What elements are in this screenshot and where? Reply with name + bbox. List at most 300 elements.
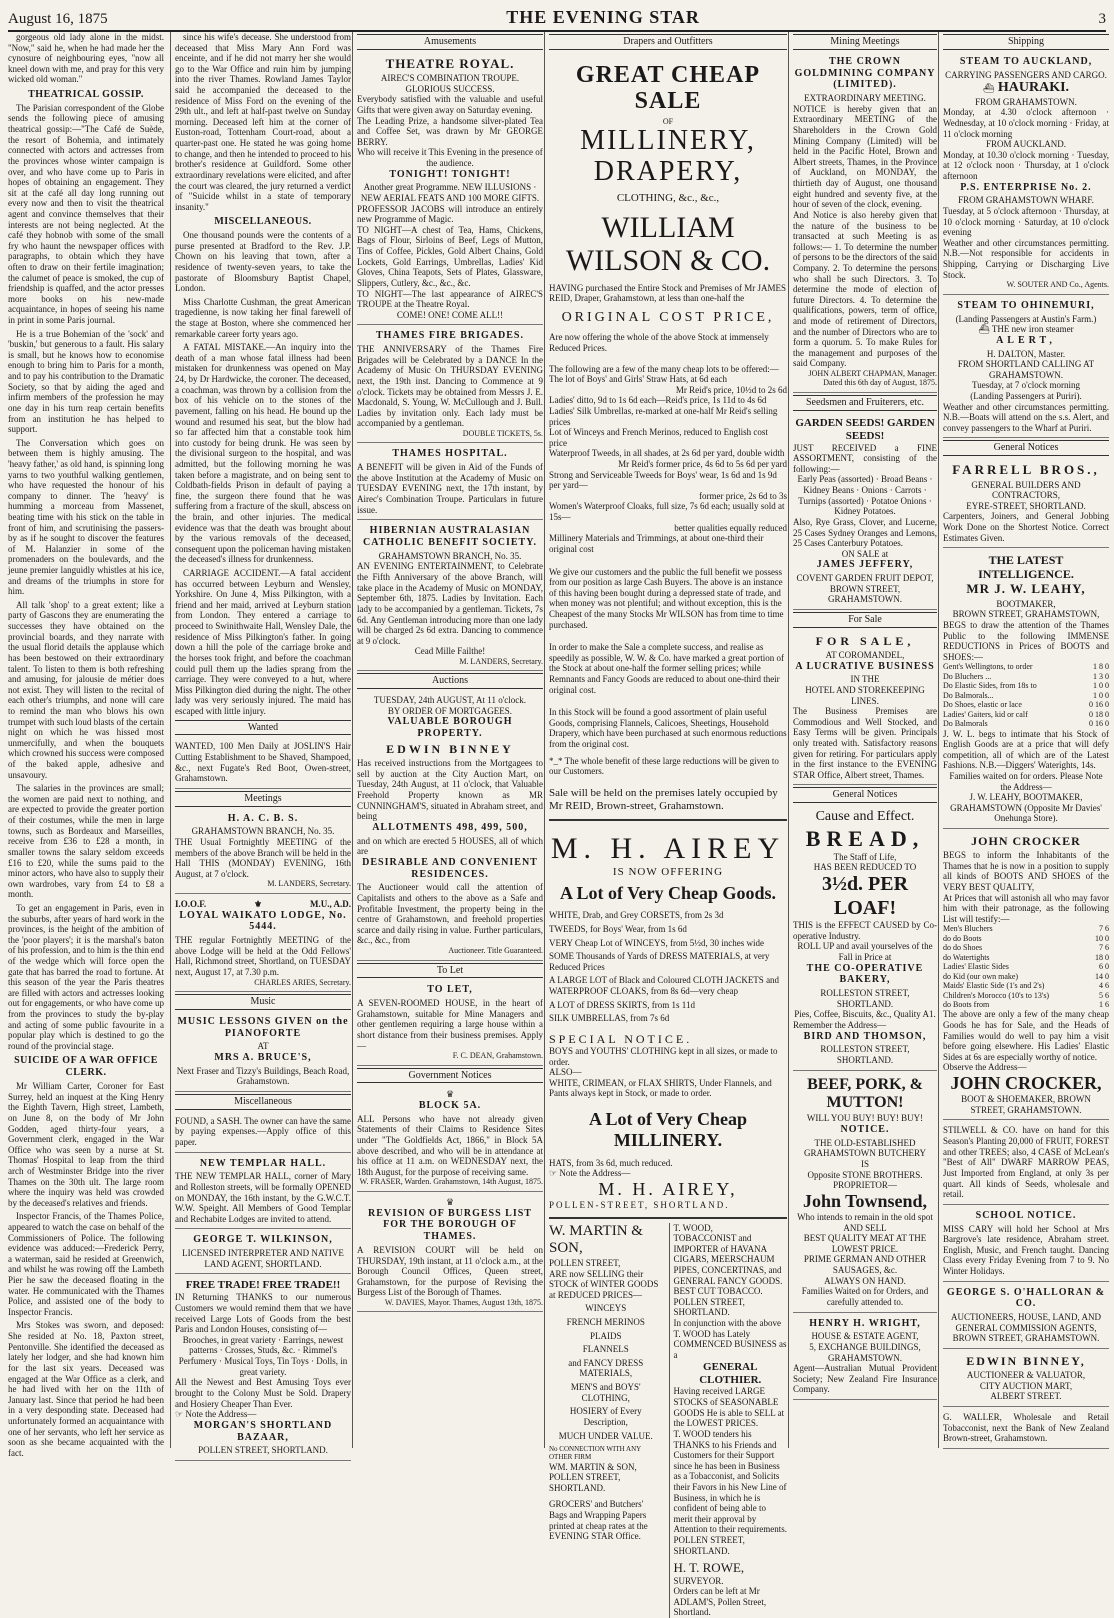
ad-title: FOR SALE, [815, 633, 915, 648]
price-item: Ladies' Gaiters, kid or calf [943, 709, 1028, 719]
ad-text: OF [662, 116, 674, 126]
ad-name: MRS A. BRUCE'S, [214, 1051, 312, 1063]
ad-text: AT [257, 1041, 269, 1052]
ad-body: GROCERS' and Butchers' Bags and Wrapping Papers printed at cheap rates at the EVENING STAR Office. [549, 1499, 648, 1542]
firm-name: M. H. AIREY [550, 831, 786, 865]
ad-list: Early Peas (assorted) · Broad Beans · Kidney Beans · Onions · Carrots · Turnips (assorted) · Potatoe Onions · Kidney Potatoes. [797, 474, 933, 517]
ad-title: NOTICE. [840, 1123, 890, 1135]
ad-headline: A Lot of Very Cheap Goods. [559, 883, 777, 904]
ad-body: NOTICE is hereby given that an Extraordinary MEETING of the Shareholders in the Crown Gold Mining Company (Limited) will be held in the Pacific Hotel, Brown and Albert streets, Thames, in the Province of Auckland, on MONDAY, the thirtieth day of August, one thousand eight hundred and seventy five, at the hour of seven of the clock, evening. [793, 103, 937, 210]
article-paragraph: To get an engagement in Paris, even in the suburbs, after years of hard work in the provinces, is the height of the ambition of the 'poor players'; it is the marshal's baton of his profession, and to him is the thin end of the wedge which will force open the gate that has barred the road to fortune. At this season of the year the Paris theatres are filled with actors and actresses looking out for engagements, or who have come up from the provinces to study the by-play and acting of some public favourite in a popular play which is destined to go the round of the provincial stage. [8, 902, 164, 1051]
wright-ad [793, 1315, 937, 1400]
column-6 [938, 32, 1113, 1448]
ad-subtitle: FROM GRAHAMSTOWN WHARF. [958, 195, 1094, 206]
ship-name: ALERT, [996, 334, 1056, 346]
auctioneer-name: EDWIN BINNEY [386, 742, 514, 757]
price-item: Men's Bluchers [943, 924, 993, 934]
ad-text: ALSO— [549, 1067, 582, 1078]
price-row [943, 991, 1109, 1000]
ad-motto: Cead Mille Failthe! [414, 646, 486, 657]
price-value: 1 3 0 [1093, 671, 1109, 681]
section-header-general: General Notices [793, 787, 937, 803]
ad-body: ALL Persons who have not already given Statements of their Claims to Residence Sites under "The Goldfields Act, 1866," in Block 5A above described, and who will be in attendance at his office at 11 a.m. on WEDNESDAY next, the 18th August, for the purpose of receiving same. [357, 1113, 543, 1177]
ad-subtitle: AUCTIONEERS, HOUSE, LAND, AND GENERAL COMMISSION AGENTS, [951, 1312, 1101, 1333]
price-item: Do Bluchers ... [943, 671, 992, 681]
ad-body: Monday, at 4.30 o'clock afternoon · Wednesday, at 10 o'clock morning · Friday, at 11 o'clock morning [943, 107, 1109, 139]
ad-body: In conjunction with the above T. WOOD has Lately COMMENCED BUSINESS as a [673, 1318, 787, 1360]
lot-text: The lot of Boys' and Girls' Straw Hats, at 6d each [549, 374, 727, 385]
ad-headline: ORIGINAL COST PRICE, [561, 309, 775, 325]
article-paragraph: The Parisian correspondent of the Globe sends the following piece of amusing theatrical gossip:—"The Café de Suède, the resort of Bohemia, and intimately connected with actors and actresses from the provinces whose winter campaign is over, and who have come up to Paris in hopes of obtaining an engagement. They sit at the café all day long running out every now and then to visit the theatrical agent and convince themselves that their interests are not being neglected. At the café they hobnob with some of the small fry who haunt the newspaper offices with paragraphs, to obtain which they have often to draw on their fertile imagination; the calumet of peace is smoked, the cup of friendship is quaffed, and the actor presses more books on his new-made acquaintance, in hopes of seeing his name in print in some Paris journal. [8, 102, 164, 326]
sale-lot-line [549, 374, 787, 385]
article-paragraph: A FATAL MISTAKE.—An inquiry into the death of a man whose fatal illness had been mistaken for drunkenness was opened on May 24, by Dr Hardwicke, the coroner. The deceased, a coachman, was thrown by a collision from the box of his vehicle on to the stones of the pavement, falling on his head. He bound up the wound and resumed his seat, but the blow had so far affected him that a constable took him into custody for being drunk. He was seen by the divisional surgeon to the hospital, and was admitted, but the following morning he was taken before a magistrate, and on being sent to Coldbath-fields Prison in default of paying a fine, the surgeon there found that he was suffering from a fracture of the skull, abscess on the brain, and other injuries. The medical evidence was that the death was brought about by the various removals of the deceased, consequent upon the policeman having mistaken the deceased's illness for drunkenness. [175, 342, 352, 565]
ad-subtitle: GRAHAMSTOWN BRANCH, No. 35. [191, 826, 335, 837]
airey-ad [549, 831, 787, 1219]
price-item: do Boots from [943, 999, 990, 1009]
music-lessons-ad [175, 1013, 351, 1092]
firm-name: WILLIAM WILSON & CO. [565, 210, 771, 277]
section-header-music: Music [175, 994, 351, 1010]
ad-address: POLLEN STREET, SHORTLAND. [198, 1445, 328, 1456]
price-value: 1 6 [1099, 999, 1109, 1009]
column-5 [788, 32, 941, 1448]
ad-subtitle: HOUSE & ESTATE AGENT, [811, 1331, 919, 1342]
ship-name: HAURAKI. [997, 80, 1070, 96]
airey-item: A LARGE LOT of Black and Coloured CLOTH JACKETS and WATERPROOF CLOAKS, from 8s 6d—very cheap [549, 975, 780, 997]
ad-headline: A LUCRATIVE BUSINESS [795, 660, 935, 672]
section-header-seedsmen: Seedsmen and Fruiterers, etc. [793, 395, 937, 411]
ad-title: MUSIC LESSONS GIVEN on the PIANOFORTE [177, 1015, 349, 1039]
sale-lot-line [549, 459, 787, 470]
section-header-misc: Miscellaneous [175, 1094, 351, 1110]
ad-title: GEORGE T. WILKINSON, [193, 1234, 333, 1246]
wanted-ad [175, 738, 351, 788]
ad-headline: GENERAL CLOTHIER. [699, 1360, 762, 1386]
price-row [943, 691, 1109, 700]
ad-subtitle: (Landing Passengers at Austin's Farm.) [955, 313, 1097, 324]
ad-body: *_* The whole benefit of these large reductions will be given to our Customers. [549, 755, 779, 777]
farrell-bros-ad [943, 459, 1109, 548]
price-row [943, 1000, 1109, 1009]
wilkinson-ad [175, 1231, 351, 1274]
price-row [943, 662, 1109, 671]
ad-body: FOUND, a SASH. The owner can have the same by paying expenses.—Apply office of this paper. [175, 1115, 351, 1147]
page-number: 3 [1098, 11, 1106, 27]
section-header-meetings: Meetings [175, 791, 351, 807]
ad-subtitle: SURVEYOR. [673, 1575, 724, 1586]
article-paragraph: All talk 'shop' to a great extent; like a party of Gascons they are enumerating the successes they have obtained on the provincial boards, and they narrate with the usual florid details the applause which has been bestowed on their extraordinary talent. To listen to them is both refreshing and amusing, for jalousie de métier does not exist. They will listen to the recital of each other's triumphs, and none will care to remind the man who blows his own trumpet with such loud blasts of the certain night on which he was hissed most unmercifully, and when the bouquets which crowned his success were composed of the baked apple, adhesive and unsavoury. [8, 599, 164, 780]
price-item: Ladies' Elastic Sides [943, 962, 1009, 972]
ad-text: IS [860, 1158, 869, 1169]
ad-address: EYRE-STREET, SHORTLAND. [966, 500, 1086, 511]
firm-name: W. MARTIN & SON, [549, 1222, 643, 1257]
revision-notice-ad [357, 1194, 543, 1312]
newspaper-title: THE EVENING STAR [506, 7, 700, 27]
ad-body: THIS is the EFFECT CAUSED by Co-operative Industry. [793, 920, 937, 941]
great-cheap-sale-ad [549, 62, 787, 821]
firm-name: John Townsend, [802, 1190, 928, 1211]
ad-address: POLLEN STREET, [549, 1257, 621, 1268]
lot-text: Ladies' ditto, 9d to 1s 6d each—Reid's price, 1s 11d to 4s 6d [549, 395, 767, 406]
leahy-price-list [943, 662, 1109, 728]
ad-text: Note the Address— [185, 1409, 257, 1420]
column-4-drapers [544, 32, 791, 1618]
ad-body: BOYS and YOUTHS' CLOTHING kept in all sizes, or made to order. [549, 1046, 778, 1067]
martin-goods-list [549, 1303, 663, 1441]
ad-title: BLOCK 5A. [418, 1100, 482, 1112]
ad-body: WANTED, 100 Men Daily at JOSLIN'S Hair Cutting Establishment to be Shaved, Shampoed, &c., next Fugate's Red Boot, Owen-street, Grahamstown. [175, 741, 351, 784]
section-header-auctions: Auctions [357, 673, 543, 689]
ad-title: STEAM TO OHINEMURI, [957, 299, 1095, 311]
price-row [943, 943, 1109, 952]
column-2 [170, 32, 355, 1456]
martin-goods-item: MUCH UNDER VALUE. [558, 1430, 653, 1441]
ad-address: COVENT GARDEN FRUIT DEPOT, BROWN STREET, GRAHAMSTOWN. [796, 573, 934, 605]
ad-title: STEAM TO AUCKLAND, [959, 55, 1093, 67]
sale-lot-line [549, 406, 787, 427]
ad-headline: MILLINERY, DRAPERY, [580, 125, 756, 187]
price-item: do Watertights [943, 952, 990, 962]
templar-hall-ad [175, 1155, 351, 1230]
price-value: 7 6 [1099, 924, 1109, 934]
ad-title: REVISION OF BURGESS LIST FOR THE BOROUGH OF THAMES. [368, 1207, 532, 1243]
ad-text: IS NOW OFFERING [612, 866, 724, 879]
ad-body: Orders can be left at Mr ADLAM'S, Pollen Street, Shortland. [673, 1586, 767, 1618]
bread-price: 3½d. PER LOAF! [821, 872, 909, 919]
steam-ohinemuri-ad [943, 297, 1109, 439]
ad-text: No CONNECTION WITH ANY OTHER FIRM [549, 1445, 641, 1462]
ad-body: THE NEW TEMPLAR HALL, corner of Mary and Rolleston streets, will be formally OPENED on MONDAY, the 16th instant, by the G.W.C.T. W.W. Speight. All Members of Good Templar and Rechabite Lodges are invited to attend. [175, 1171, 351, 1224]
found-ad [175, 1113, 351, 1153]
ad-body: All the Newest and Best Amusing Toys ever brought to the Colony Must be Sold. Drapery and Hosiery Cheaper Than Ever. [175, 1377, 351, 1409]
ad-body: Are now offering the whole of the above Stock at immensely Reduced Prices. [549, 332, 769, 353]
ad-body: STILWELL & CO. have on hand for this Season's Planting 20,000 of FRUIT, FOREST and other TREES; also, 4 CASE of McLean's "Best of All" DWARF MARROW PEAS, Just Imported from England, at only 3s per quart. All kinds of Seeds, wholesale and retail. [943, 1125, 1109, 1200]
price-value: 14 0 [1095, 971, 1109, 981]
bread-ad [793, 806, 937, 1070]
ad-signature: DOUBLE TICKETS, 5s. [462, 429, 543, 438]
to-let-ad [357, 981, 543, 1065]
ship-name: P.S. ENTERPRISE No. 2. [960, 181, 1092, 193]
ad-subtitle: EXTRAORDINARY MEETING. [804, 93, 926, 104]
ad-signature: W. DAVIES, Mayor. Thames, August 13th, 1875. [384, 1297, 543, 1307]
oddfellows-ad [175, 896, 351, 992]
ad-address: ROLLESTON STREET, SHORTLAND. [820, 1044, 910, 1065]
ad-body: BEST QUALITY MEAT AT THE LOWEST PRICE. [803, 1233, 927, 1254]
sale-lot-line [549, 385, 787, 396]
ad-highlight: DESIRABLE AND CONVENIENT RESIDENCES. [362, 856, 538, 880]
section-header-to-let: To Let [357, 963, 543, 979]
article-heading: SUICIDE OF A WAR OFFICE CLERK. [14, 1055, 158, 1079]
emblem-icon: ⚜ [254, 898, 263, 909]
school-notice-ad [943, 1207, 1109, 1282]
steam-auckland-ad [943, 53, 1109, 295]
ad-subtitle: GENERAL BUILDERS AND CONTRACTORS, [971, 479, 1081, 501]
ad-headline: BREAD, [805, 825, 925, 851]
airey-item: SOME Thousands of Yards of DRESS MATERIALS, at very Reduced Prices [549, 951, 770, 972]
ad-text: H. DALTON, Master. [986, 348, 1066, 359]
section-header-for-sale: For Sale [793, 612, 937, 628]
ad-text: Note the Address— [559, 1168, 631, 1179]
ad-text: ALWAYS ON HAND. [824, 1275, 906, 1286]
muad-label: M.U., A.D. [309, 898, 351, 909]
price-row [943, 972, 1109, 981]
ad-title: Cause and Effect. [815, 809, 915, 825]
price-row [943, 719, 1109, 728]
sale-lot-line [549, 470, 787, 491]
ad-title: FREE TRADE! FREE TRADE!! [185, 1279, 341, 1292]
ad-firm: MORGAN'S SHORTLAND BAZAAR, [193, 1419, 333, 1443]
airey-item: WHITE, Drab, and Grey CORSETS, from 2s 3d [549, 910, 724, 921]
martin-goods-item: MEN'S and BOYS' CLOTHING, [570, 1382, 641, 1403]
binney-ad [943, 1351, 1109, 1407]
ad-body: HATS, from 3s 6d, much reduced. [549, 1157, 673, 1168]
crest-icon: ♛ [445, 1089, 455, 1100]
ad-body: ARE now SELLING their STOCK of WINTER GOODS at REDUCED PRICES— [549, 1268, 659, 1300]
airey-item: SILK UMBRELLAS, from 7s 6d [549, 1013, 670, 1024]
ad-body: THE Usual Fortnightly MEETING of the members of the above Branch will be held in the Hall THIS (MONDAY) EVENING, 16th August, at 7 o'clock. [175, 837, 351, 879]
martin-goods-item: and FANCY DRESS MATERIALS, [568, 1357, 644, 1379]
waller-ad [943, 1409, 1109, 1449]
firm-name: T. WOOD, [673, 1222, 713, 1233]
lot-text: Ladies' Silk Umbrellas, re-marked at one-half Mr Reid's selling prices [549, 405, 778, 427]
ad-body: The above are only a few of the many cheap Goods he has for Sale, and the Heads of Families would do well to pay him a visit before going elsewhere. His Ladies' Elastic Sides at 6s are especially worthy of notice. [943, 1009, 1109, 1062]
government-notice-ad [357, 1086, 543, 1192]
bottom-ads-row [549, 1223, 787, 1618]
ad-text: CLOTHING, &c., &c., [616, 191, 720, 204]
pointing-hand-icon: ☞ Note the Address— [175, 1409, 257, 1420]
martin-goods-item: WINCEYS [585, 1303, 627, 1314]
ad-body: Who will receive it This Evening in the presence of the audience. [357, 147, 543, 168]
price-value: 7 6 [1099, 943, 1109, 953]
ad-body: G. WALLER, Wholesale and Retail Tobacconist, next the Bank of New Zealand Brown-street, Grahamstown. [943, 1412, 1109, 1444]
ad-signature: JOHN ALBERT CHAPMAN, Manager. Dated this 6th day of August, 1875. [808, 369, 937, 388]
ad-body: WHITE, CRIMEAN, or FLAX SHIRTS, Under Flannels, and Pants always kept in Stock, or made to order. [549, 1077, 772, 1099]
ad-body: Tuesday, at 7 o'clock morning [972, 380, 1080, 391]
ad-body: We give our customers and the public the full benefit we possess from our position as large Cash Buyers. The above is an instance of this having been bought during a depressed state of trade, and when money was not plentiful; and without exception, this is the Cheapest of the many Stocks Mr WILSON has from time to time purchased. [549, 566, 784, 630]
ad-title: TONIGHT! TONIGHT! [389, 168, 511, 180]
sale-lot-line [549, 491, 787, 502]
martin-goods-item: HOSIERY of Every Description, [569, 1406, 642, 1427]
crown-goldmining-ad [793, 53, 937, 393]
hacbs-meeting-ad [175, 810, 351, 894]
martin-goods-item: FRENCH MERINOS [566, 1317, 645, 1328]
masthead [8, 2, 1106, 32]
ad-text: HOTEL AND STOREKEEPING LINES. [805, 684, 925, 706]
wood-ad [669, 1223, 788, 1618]
price-row [943, 710, 1109, 719]
sale-lot-line [549, 448, 787, 459]
ad-body: THE ANNIVERSARY of the Thames Fire Brigades will be Celebrated by a DANCE In the Academy of Music On THURSDAY EVENING next, the 19th inst. Dancing to Commence at 9 o'clock. Tickets may be obtained from Messrs J. E. Macdonald, S. Young, W. McCullough and J. Bull. Ladies by invitation only. Each lady must be accompanied by a gentleman. [357, 344, 543, 429]
ad-address: Next Fraser and Tizzy's Buildings, Beach Road, Grahamstown. [176, 1065, 350, 1087]
lot-price: former price, 2s 6d to 3s [699, 490, 787, 501]
ad-title: THEATRE ROYAL. [385, 55, 515, 71]
ad-body: JUST RECEIVED a FINE ASSORTMENT, consisting of the following:— [793, 442, 937, 474]
price-value: 4 6 [1099, 981, 1109, 991]
ad-body: IN Returning THANKS to our numerous Customers we would remind them that we have received Large Lots of Goods from the best Paris and London Houses, consisting of— [175, 1292, 351, 1335]
ad-body: And Notice is also hereby given that the nature of the business to be transacted at such Meeting is as follows:— 1. To determine the number of persons to be the directors of the said Company. 2. To determine the persons who shall be such Directors. 3. To determine the mode of election of future Directors. 4. To determine the qualifications, powers, term of office, and mode of retirement of Directors, and the number of Directors who are to form a quorum. 5. To make Rules for the management and purposes of the said Company. [793, 209, 937, 369]
ad-subtitle: AIREC'S COMBINATION TROUPE. [380, 73, 520, 84]
article-paragraph: He is a true Bohemian of the 'sock' and 'buskin,' but generous to a fault. His salary is small, but he knows how to economise enough to bring him to Paris for a month, and to pay his contribution to the Dramatic Society, so that by aiding the aged and infirm members of the profession he may one day in his turn reap certain benefits from an institution he has helped to support. [8, 328, 164, 435]
ad-title: GARDEN SEEDS! GARDEN SEEDS! [795, 416, 935, 442]
article-paragraph: CARRIAGE ACCIDENT.—A fatal accident has occurred between Leyburn and Wensley, Yorkshire. On June 4, Miss Pilkington, with a friend and her maid, arrived at Leyburn station from London. They entered a carriage to proceed to Swinithwaite Hall, Wensley Dale, the residence of Miss Pilkington's father. In going down a hill the pole of the carriage broke and the horses took fright, and before the coachman could pull them up the ladies sprang from the carriage. They were conveyed to a hut, where Miss Pilkington died during the night. The other lady was very seriously injured. The maid has escaped with little injury. [175, 568, 351, 716]
ad-subtitle: FROM SHORTLAND CALLING AT GRAHAMSTOWN. [957, 359, 1095, 380]
ad-body: Who intends to remain in the old spot AND SELL [797, 1212, 933, 1233]
firm-name: HENRY H. WRIGHT, [809, 1317, 921, 1329]
firm-name: MR J. W. LEAHY, [966, 581, 1086, 597]
price-item: Do Elastic Sides, from 18s to [943, 681, 1037, 691]
ad-body: At Prices that will astonish all who may favor him with their patronage, as the following List will testify:— [943, 892, 1109, 924]
ad-body: The Auctioneer would call the attention of Capitalists and others to the above as a Safe and Profitable Investment, the property being in the centre of Grahamstown, and freehold properties scarce and daily rising in value. Further particulars, &c., &c., from [357, 882, 543, 946]
ad-subtitle: BY ORDER OF MORTGAGEES. [387, 705, 513, 716]
price-value: 1 0 0 [1093, 681, 1109, 691]
ad-body: Having received LARGE STOCKS of SEASONABLE GOODS He is able to SELL at the LOWEST PRICES. [673, 1386, 785, 1429]
price-item: Do Balmorals [943, 719, 988, 729]
ad-subtitle: GRAHAMSTOWN BRANCH, No. 35. [378, 550, 522, 561]
price-row [943, 953, 1109, 962]
ad-subtitle: FROM GRAHAMSTOWN. [975, 96, 1077, 107]
article-paragraph: The Conversation which goes on between them is highly amusing. The 'heavy father,' as old hand, is spinning long yarns to two youthful walking gentlemen, who have requested the honour of his company to dinner. The 'heavy' is humming a morceau from Massenet, beating time with his stick on the table in front of him, and scrutinising the passers-by as if he sought to discover the features of M. Halanzier in some of the promenaders on the boulevards, and the jeune premier languidly whistles at his ice, and dreams of the triumphs in store for him. [8, 437, 164, 597]
ad-address: 5, EXCHANGE BUILDINGS, GRAHAMSTOWN. [809, 1341, 921, 1363]
ad-title: HIBERNIAN AUSTRALASIAN CATHOLIC BENEFIT SOCIETY. [362, 525, 538, 549]
ad-headline: BEEF, PORK, & MUTTON! [807, 1075, 923, 1112]
ad-text: THE new iron steamer [991, 324, 1074, 335]
firm-name: JOHN CROCKER, [950, 1073, 1102, 1094]
price-item: do do Shoes [943, 943, 983, 953]
article-heading: MISCELLANEOUS. [214, 216, 312, 228]
ad-body: TO NIGHT—The last appearance of AIREC'S TROUPE at the Theatre Royal. [357, 288, 543, 310]
ship-icon: ⛴ [982, 83, 995, 94]
hibernian-ad [357, 522, 543, 671]
ad-body: PRIME GERMAN AND OTHER SAUSAGES, &c. [803, 1254, 927, 1276]
article-paragraph: gorgeous old lady alone in the midst. "Now," said he, when he had made her the cynosure of neighbouring eyes, "now all kneel down with me, and pray for this very wicked old woman." [8, 32, 164, 85]
ad-body: HAVING purchased the Entire Stock and Premises of Mr JAMES REID, Draper, Grahamstown, at less than one-half the [549, 282, 787, 304]
ad-body: (Landing Passengers at Puriri). [970, 390, 1082, 401]
ad-headline: SPECIAL NOTICE. [549, 1031, 693, 1046]
section-header-amusements: Amusements [357, 34, 543, 50]
article-paragraph: The salaries in the provinces are small; the women are paid next to nothing, and are expected to provide the greater portion of their costumes, while the men in large towns, such as Bordeaux and Marseilles, receive from £36 to £28 a month, in smaller towns the salary seldom exceeds £16 to £20, while the sums paid to the minor actors, who have also to supply their own wardrobes, vary from £4 to £8 a month. [8, 783, 164, 900]
theatre-royal-ad [357, 53, 543, 326]
firm-name: EDWIN BINNEY, [966, 1354, 1086, 1369]
ad-body: A BENEFIT will be given in Aid of the Funds of the above Institution at the Academy of Music on TUESDAY EVENING next, the 17th instant, by Airec's Combination Troupe. Particulars in future issue. [357, 462, 543, 515]
ship-icon: ⛴ [978, 324, 990, 335]
ad-body: J. W. L. begs to intimate that his Stock of English Goods are at a price that will defy competition, all of which are of the Latest Fashions. N.B.—Diggers' Waterights, 14s. [943, 728, 1109, 771]
price-item: do Kid (our own make) [943, 971, 1019, 981]
ad-address: POLLEN-STREET, SHORTLAND. [549, 1200, 730, 1210]
firm-name: M. H. AIREY, [598, 1178, 738, 1199]
free-trade-ad [175, 1276, 351, 1460]
ad-address: POLLEN STREET, SHORTLAND. [673, 1296, 745, 1318]
section-header-drapers: Drapers and Outfitters [549, 34, 787, 50]
ad-subtitle: GLORIOUS SUCCESS. [405, 83, 495, 94]
ad-body: TOBACCONIST and IMPORTER of HAVANA CIGARS, MEERSCHAUM PIPES, CONCERTINAS, and GENERAL FANCY GOODS. BEST CUT TOBACCO. [673, 1233, 783, 1297]
price-row [943, 981, 1109, 990]
price-value: 0 16 0 [1089, 719, 1109, 729]
ad-body: COME! ONE! COME ALL!! [396, 309, 504, 320]
sale-lot-line [549, 427, 787, 448]
issue-date: August 16, 1875 [8, 11, 108, 27]
price-row [943, 934, 1109, 943]
ad-body: In order to make the Sale a complete success, and realise as speedily as possible, W. W. & Co. have marked a great portion of the Stock at about one-half the former selling prices; while Remnants and Fancy Goods are reduced to about one-third their original cost. [549, 642, 784, 695]
price-value: 5 6 [1099, 990, 1109, 1000]
ad-body: Families waited on for orders. Please Note the Address— [949, 770, 1103, 792]
ad-body: AN EVENING ENTERTAINMENT, to Celebrate the Fifth Anniversary of the above Branch, will take place in the Academy of Music on MONDAY, September 6th, 1875. Ladies by Invitation. Each lady to be accompanied by a gentleman. Tickets, 7s 6d. Any Gentleman introducing more than one lady will be charged 2s 6d extra. Dancing to commence at 9 o'clock. [357, 561, 543, 646]
price-item: Do Balmorals... [943, 690, 994, 700]
ad-highlight: ALLOTMENTS 498, 499, 500, [372, 821, 528, 833]
ad-signature: WM. MARTIN & SON, POLLEN STREET, SHORTLAND. [549, 1461, 637, 1493]
martin-goods-item: FLANNELS [582, 1344, 629, 1355]
article-paragraph: Miss Charlotte Cushman, the great American tragedienne, is now taking her final farewell of the stage at Boston, where she commenced her remarkable career forty years ago. [175, 296, 351, 339]
for-sale-ad [793, 631, 937, 786]
ad-address: ROLLESTON STREET, SHORTLAND. [820, 988, 910, 1009]
ad-title: NEW TEMPLAR HALL. [199, 1157, 327, 1169]
firm-name: GEORGE S. O'HALLORAN & CO. [946, 1286, 1106, 1310]
price-value: 1 8 0 [1093, 662, 1109, 672]
auction-ad [357, 692, 543, 960]
column-1-news [8, 32, 168, 1458]
article-paragraph: Mrs Stokes was sworn, and deposed: She resided at No. 18, Paxton street, Pentonville. She identified the deceased as lately her lodger, and she had known him for the last six years. Deceased was engaged at the War Office as a clerk, and he had lived with her on the 11th of January last. Since that period he had been in a very desponding state. Deceased had unfortunately formed an acquaintance with one of her servants, who left her service as soon as she became acquainted with the fact. [8, 1320, 164, 1458]
section-header-mining: Mining Meetings [793, 34, 937, 50]
sale-lot-line [549, 523, 787, 534]
price-value: 6 0 [1099, 962, 1109, 972]
ad-subtitle: CARRYING PASSENGERS AND CARGO. [945, 69, 1107, 80]
ad-body: THE regular Fortnightly MEETING of the above Lodge will be held at the Odd Fellows' Hall, Richmond street, Shortland, on TUESDAY next, August 17, at 7.30 p.m. [175, 935, 351, 977]
ad-address: BOOT & SHOEMAKER, BROWN STREET, GRAHAMSTOWN. [961, 1094, 1091, 1115]
ad-signature: J. W. LEAHY, BOOTMAKER, GRAHAMSTOWN (Opposite Mr Davies' Onehunga Store). [950, 792, 1102, 824]
crest-icon: ♛ [445, 1196, 455, 1207]
martin-goods-item: PLAIDS [589, 1330, 622, 1341]
price-row [943, 672, 1109, 681]
ad-title: H. A. C. B. S. [227, 812, 299, 824]
crocker-price-list [943, 924, 1109, 1009]
ad-body: and on which are erected 5 HOUSES, all of which are [357, 835, 543, 857]
lot-text: Strong and Serviceable Tweeds for Boys' wear, 1s 6d and 1s 9d per yard— [549, 469, 777, 491]
ad-text: WILL YOU BUY! BUY! BUY! [806, 1113, 924, 1124]
price-item: Do Shoes, elastic or lace [943, 700, 1022, 710]
ad-body: Weather and other circumstances permitting. N.B.—Not responsible for accidents in Shipping, Carrying or Discharging Live Stock. [943, 237, 1109, 280]
price-row [943, 700, 1109, 709]
ad-subtitle: AUCTIONEER & VALUATOR, [966, 1370, 1086, 1381]
ad-text: Remember the Address— [793, 1019, 886, 1030]
lot-text: Lot of Winceys and French Merinos, reduced to English cost price [549, 427, 768, 448]
ad-body: Sale will be held on the premises lately occupied by Mr REID, Brown-street, Grahamstown. [549, 786, 778, 812]
firm-name: JAMES JEFFERY, [816, 559, 914, 571]
stilwell-ad [943, 1122, 1109, 1204]
ad-title: THE CROWN GOLDMINING COMPANY (LIMITED). [794, 55, 936, 91]
lot-text: Millinery Materials and Trimmings, at about one-third their original cost [549, 533, 764, 554]
ad-date: TUESDAY, 24th AUGUST, At 11 o'clock. [373, 695, 527, 706]
ad-body: T. WOOD tenders his THANKS to his Friends and Customers for their Support since he has been in Business as a Tobacconist, and Solicits their Favors in his New Line of Business, in which he is confident of being able to merit their approval by Attention to their requirements. [673, 1428, 787, 1535]
ad-body: The Leading Prize, a handsome silver-plated Tea and Coffee Set, was drawn by Mr GEORGE BERRY. [357, 115, 543, 147]
ad-title: SCHOOL NOTICE. [975, 1209, 1077, 1221]
section-header-wanted: Wanted [175, 720, 351, 736]
firm-name: FARRELL BROS., [952, 462, 1100, 478]
lot-price: Mr Reid's former price, 4s 6d to 5s 6d per yard [618, 459, 787, 470]
sale-lot-line [549, 395, 787, 406]
ad-body: Carpenters, Joiners, and General Jobbing Work Done on the Shortest Notice. Correct Estimates Given. [943, 511, 1109, 543]
ad-address: BROWN STREET, GRAHAMSTOWN. [952, 1333, 1100, 1344]
butchery-ad [793, 1073, 937, 1313]
ad-signature: M. LANDERS, Secretary. [459, 656, 543, 666]
ad-signature: W. FRASER, Warden. Grahamstown, 14th August, 1875. [359, 1177, 543, 1187]
ad-body: Also, Rye Grass, Clover, and Lucerne, 25 Cases Sydney Oranges and Lemons, 25 Cases Canterbury Potatoes. [793, 516, 937, 549]
lot-text: Waterproof Tweeds, in all shades, at 2s 6d per yard, double width [549, 448, 785, 459]
martin-son-ad [549, 1223, 663, 1618]
ohalloran-ad [943, 1284, 1109, 1349]
ad-body: Families Waited on for Orders, and carefully attended to. [801, 1286, 929, 1307]
ad-body: BEGS to inform the Inhabitants of the Thames that he is now in a position to supply all kinds of BOOTS AND SHOES of the VERY BEST QUALITY, [943, 850, 1109, 892]
column-3 [352, 32, 547, 1448]
ad-body: Everybody satisfied with the valuable and useful Gifts that were given away on Saturday evening. [357, 94, 543, 115]
